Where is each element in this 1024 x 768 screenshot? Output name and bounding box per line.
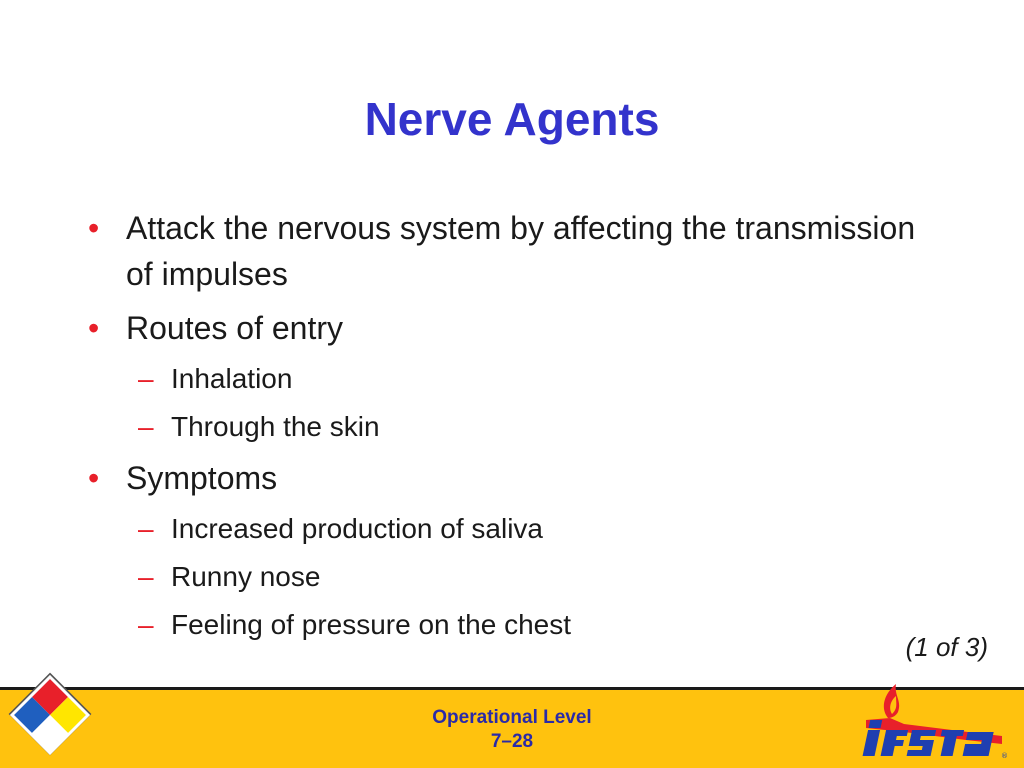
sub-bullet-item	[88, 359, 948, 399]
sub-bullet-item	[88, 509, 948, 549]
bullet-text: Symptoms	[126, 460, 278, 496]
bullet-text: Attack the nervous system by affecting the transmission of impulses	[126, 210, 916, 292]
svg-text:®: ®	[1001, 752, 1008, 760]
footer-page-number: 7–28	[490, 731, 534, 752]
bullet-item	[88, 305, 948, 351]
bullet-text: Routes of entry	[126, 310, 343, 346]
slide-title: Nerve Agents	[364, 93, 660, 145]
footer-level: Operational Level	[432, 707, 592, 728]
sub-bullet-marker: –	[138, 411, 154, 442]
bullet-marker: •	[88, 210, 100, 246]
bullet-marker: •	[88, 460, 100, 496]
sub-bullet-marker: –	[138, 363, 154, 394]
sub-bullet-text: Feeling of pressure on the chest	[171, 609, 572, 640]
bullet-item	[88, 455, 948, 501]
sub-bullet-item	[88, 407, 948, 447]
bullet-item	[88, 205, 948, 297]
sub-bullet-marker: –	[138, 513, 154, 544]
sub-bullet-text: Through the skin	[171, 411, 380, 442]
sub-bullet-marker: –	[138, 561, 154, 592]
sub-bullet-marker: –	[138, 609, 154, 640]
page-indicator: (1 of 3)	[905, 632, 988, 662]
sub-bullet-item	[88, 605, 948, 645]
hazard-diamond-icon	[8, 672, 92, 756]
ifsta-logo-icon	[858, 674, 1008, 760]
sub-bullet-text: Increased production of saliva	[171, 513, 543, 544]
sub-bullet-text: Runny nose	[171, 561, 321, 592]
bullet-list	[88, 205, 948, 653]
sub-bullet-item	[88, 557, 948, 597]
sub-bullet-text: Inhalation	[171, 363, 293, 394]
bullet-marker: •	[88, 310, 100, 346]
